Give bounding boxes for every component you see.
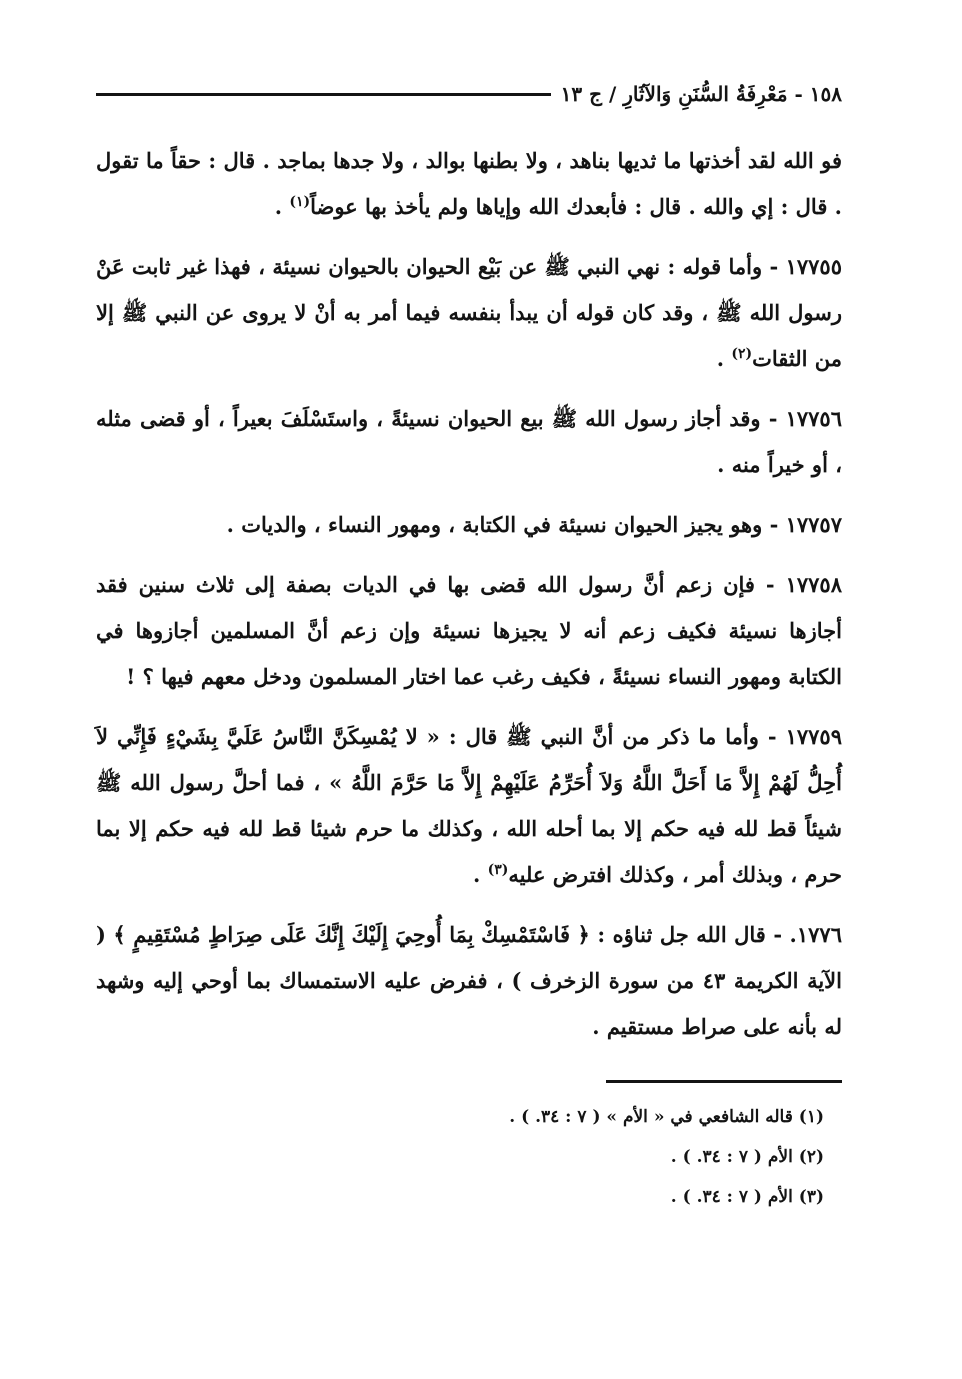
paragraph	[96, 244, 842, 382]
paragraph-text: ١٧٧٥٥ - وأما قوله : نهي النبي ﷺ عن بَيْع الحيوان بالحيوان نسيئة ، فهذا غير ثابت عَنْ رسول الله ﷺ ، وقد كان قوله أن يبدأ بنفسه فيما أمر به أنْ لا يروى عن النبي ﷺ إلا من الثقات	[96, 254, 842, 371]
footnote-ref: (٣)	[487, 862, 509, 878]
paragraph-text: ١٧٧٥٩ - وأما ما ذكر من أنَّ النبي ﷺ قال : « لا يُمْسِكَنَّ النَّاسُ عَلَيَّ بِشَيْءٍ فَإِنِّي لاَ أُحِلُّ لَهُمْ إِلاَّ مَا أَحَلَّ اللَّهُ وَلاَ أُحَرِّمُ عَلَيْهِمْ إِلاَّ مَا حَرَّمَ اللَّهُ » ، فما أحلَّ رسول الله ﷺ شيئاً قط لله فيه حكم إلا بما أحله الله ، وكذلك ما حرم شيئا قط لله فيه حكم إلا بما حرم ، وبذلك أمر ، وكذلك افترض عليه	[96, 724, 842, 887]
header-rule	[96, 93, 551, 96]
footnote-rule	[606, 1080, 842, 1083]
footnote: (٣) الأم ( ٧ : ٣٤. ) .	[670, 1187, 824, 1207]
paragraph	[96, 502, 842, 548]
paragraph-text: ١٧٧٥٨ - فإن زعم أنَّ رسول الله قضى بها في الديات بصفة إلى ثلاث سنين فقد أجازها نسيئة فكيف زعم أنه لا يجيزها نسيئة وإن زعم أنَّ المسلمين أجازوها في الكتابة ومهور النساء نسيئةً ، فكيف رغب عما اختار المسلمون ودخل معهم فيها ؟ !	[96, 572, 842, 689]
running-header	[96, 74, 842, 114]
paragraph	[96, 562, 842, 700]
paragraph-end: .	[274, 194, 290, 219]
paragraph-end: .	[716, 346, 732, 371]
paragraph-text: ١٧٧٦. - قال الله جل ثناؤه : ﴿ فَاسْتَمْسِكْ بِمَا أُوحِيَ إِلَيْكَ إِنَّكَ عَلَى صِرَاطٍ مُسْتَقِيمٍ ﴾ ( الآية الكريمة ٤٣ من سورة الزخرف ) ، ففرض عليه الاستمساك بما أوحي إليه وشهد له بأنه على صراط مستقيم .	[96, 922, 842, 1039]
footnote-ref: (٢)	[731, 346, 753, 362]
paragraph-text: ١٧٧٥٦ - وقد أجاز رسول الله ﷺ بيع الحيوان نسيئةً ، واستَسْلَفَ بعيراً ، أو قضى مثله ، أو خيراً منه .	[96, 406, 842, 477]
paragraph	[96, 138, 842, 230]
footnote: (١) قاله الشافعي في « الأم » ( ٧ : ٣٤. ) .	[509, 1107, 824, 1127]
paragraph-end: .	[472, 862, 488, 887]
footnotes	[96, 1097, 842, 1217]
paragraph	[96, 396, 842, 488]
paragraph-text: فو الله لقد أخذتها ما ثديها بناهد ، ولا بطنها بوالد ، ولا جدها بماجد . قال : حقاً ما تقول . قال : إي والله . قال : فأبعدك الله وإياها ولم يأخذ بها عوضاً	[96, 148, 842, 219]
paragraph-text: ١٧٧٥٧ - وهو يجيز الحيوان نسيئة في الكتابة ، ومهور النساء ، والديات .	[226, 512, 842, 537]
footnote: (٢) الأم ( ٧ : ٣٤. ) .	[670, 1147, 824, 1167]
paragraph	[96, 714, 842, 898]
footnote-ref: (١)	[289, 194, 311, 210]
paragraph	[96, 912, 842, 1050]
body-text	[96, 138, 842, 1050]
book-page	[96, 74, 842, 1217]
header-label: ١٥٨ - مَعْرِفَةُ السُّنَنِ وَالآثَارِ / ج ١٣	[560, 82, 842, 106]
